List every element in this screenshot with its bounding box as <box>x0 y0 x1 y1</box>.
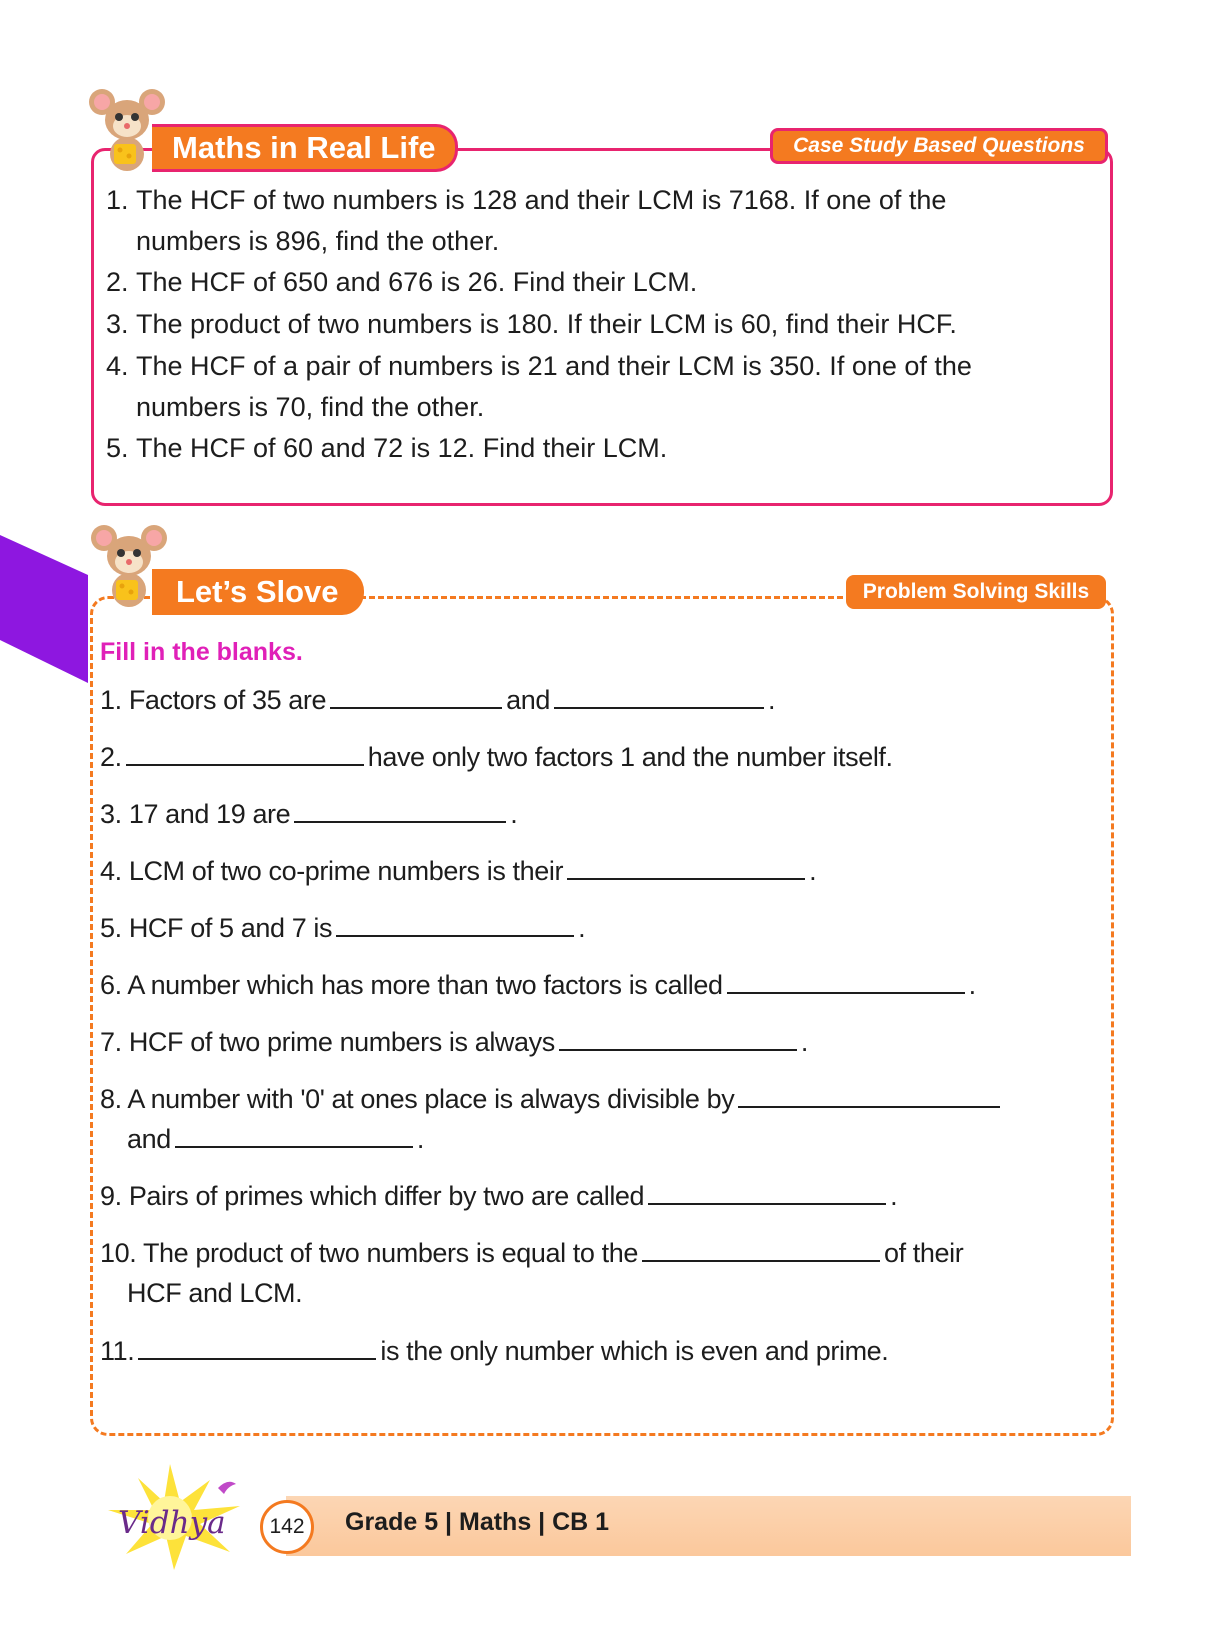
question-text: The HCF of 650 and 676 is 26. Find their LCM. <box>136 267 698 297</box>
answer-blank[interactable] <box>642 1234 880 1262</box>
question-3 <box>106 304 1106 345</box>
blank-item-2 <box>100 737 1110 777</box>
question-2 <box>106 262 1106 303</box>
item-text: A number with '0' at ones place is always divisible by <box>127 1084 735 1114</box>
logo-text: Vidhya <box>118 1505 226 1541</box>
item-number: 6. <box>100 970 122 1000</box>
item-number: 1. <box>100 685 122 715</box>
item-text: and <box>127 1124 171 1154</box>
blank-item-1 <box>100 680 1110 720</box>
answer-blank[interactable] <box>294 795 506 823</box>
item-text: and <box>506 685 550 715</box>
item-punctuation: . <box>510 799 518 829</box>
question-text: The HCF of a pair of numbers is 21 and their LCM is 350. If one of the <box>136 351 972 381</box>
item-punctuation: . <box>578 913 586 943</box>
item-number: 5. <box>100 913 122 943</box>
item-punctuation: . <box>416 1124 424 1154</box>
section-title-text: Maths in Real Life <box>172 130 436 165</box>
item-number: 9. <box>100 1181 122 1211</box>
answer-blank[interactable] <box>727 966 965 994</box>
item-text: have only two factors 1 and the number itself. <box>367 742 893 772</box>
blank-item-5 <box>100 908 1110 948</box>
answer-blank[interactable] <box>175 1120 413 1148</box>
instruction: Fill in the blanks. <box>100 638 303 666</box>
item-text: is the only number which is even and prime. <box>380 1336 889 1366</box>
answer-blank[interactable] <box>559 1023 797 1051</box>
section-title-text: Let’s Slove <box>176 574 339 609</box>
blank-item-11 <box>100 1331 1110 1371</box>
answer-blank[interactable] <box>330 681 502 709</box>
item-text: HCF of 5 and 7 is <box>128 913 333 943</box>
question-number: 4. <box>106 351 129 381</box>
item-text: HCF of two prime numbers is always <box>128 1027 555 1057</box>
problem-solving-tag-text: Problem Solving Skills <box>862 580 1090 603</box>
item-number: 3. <box>100 799 122 829</box>
blank-item-6 <box>100 965 1110 1005</box>
question-text: The HCF of 60 and 72 is 12. Find their LCM. <box>136 433 668 463</box>
item-number: 4. <box>100 856 122 886</box>
blank-item-10 <box>100 1233 1110 1313</box>
item-punctuation: . <box>809 856 817 886</box>
answer-blank[interactable] <box>738 1080 1000 1108</box>
item-text: 17 and 19 are <box>128 799 291 829</box>
answer-blank[interactable] <box>138 1332 376 1360</box>
footer-text: Grade 5 | Maths | CB 1 <box>345 1508 610 1536</box>
item-number: 7. <box>100 1027 122 1057</box>
question-number: 1. <box>106 185 129 215</box>
blank-item-9 <box>100 1176 1110 1216</box>
case-study-tag <box>770 128 1108 164</box>
item-number: 8. <box>100 1084 122 1114</box>
question-4 <box>106 346 1106 428</box>
blank-item-7 <box>100 1022 1110 1062</box>
item-text-continued: HCF and LCM. <box>127 1278 303 1308</box>
item-text: A number which has more than two factors is called <box>127 970 723 1000</box>
item-text: of their <box>883 1238 964 1268</box>
question-text-continued: numbers is 896, find the other. <box>136 226 500 256</box>
side-tab <box>0 535 88 683</box>
item-number: 11. <box>100 1336 135 1366</box>
section-title-maths-in-real-life <box>152 124 458 172</box>
question-number: 3. <box>106 309 129 339</box>
question-text: The HCF of two numbers is 128 and their LCM is 7168. If one of the <box>136 185 947 215</box>
case-study-tag-text: Case Study Based Questions <box>793 134 1085 157</box>
question-text-continued: numbers is 70, find the other. <box>136 392 485 422</box>
question-5 <box>106 428 1106 469</box>
item-punctuation: . <box>890 1181 898 1211</box>
answer-blank[interactable] <box>126 738 364 766</box>
item-text: Factors of 35 are <box>128 685 327 715</box>
blank-item-3 <box>100 794 1110 834</box>
item-text: Pairs of primes which differ by two are called <box>128 1181 645 1211</box>
problem-solving-tag <box>846 575 1106 609</box>
answer-blank[interactable] <box>554 681 764 709</box>
item-number: 10. <box>100 1238 137 1268</box>
question-number: 2. <box>106 267 129 297</box>
answer-blank[interactable] <box>648 1177 886 1205</box>
question-number: 5. <box>106 433 129 463</box>
question-1 <box>106 180 1106 262</box>
item-punctuation: . <box>767 685 776 715</box>
blank-item-8 <box>100 1079 1110 1159</box>
page-number: 142 <box>260 1500 314 1554</box>
item-text: The product of two numbers is equal to the <box>142 1238 638 1268</box>
answer-blank[interactable] <box>567 852 805 880</box>
section-title-lets-solve <box>152 569 364 615</box>
answer-blank[interactable] <box>336 909 574 937</box>
question-text: The product of two numbers is 180. If their LCM is 60, find their HCF. <box>136 309 957 339</box>
item-number: 2. <box>100 742 122 772</box>
item-punctuation: . <box>800 1027 808 1057</box>
item-text: LCM of two co-prime numbers is their <box>128 856 564 886</box>
blank-item-4 <box>100 851 1110 891</box>
item-punctuation: . <box>968 970 976 1000</box>
